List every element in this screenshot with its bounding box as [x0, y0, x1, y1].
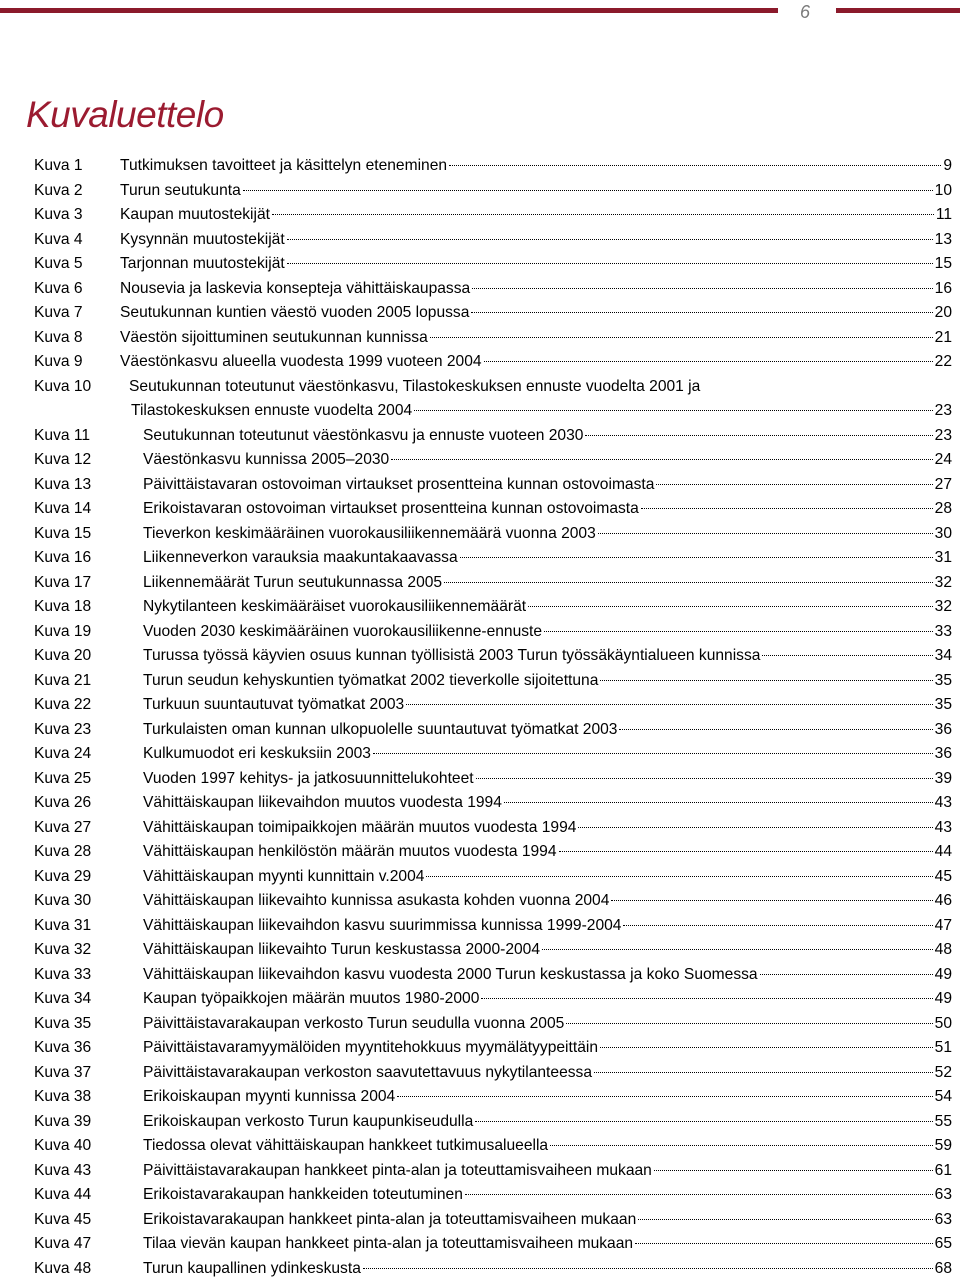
- figure-number: Kuva 28: [34, 840, 143, 865]
- figure-number: Kuva 5: [34, 252, 120, 277]
- figure-number: Kuva 23: [34, 718, 143, 743]
- dot-leader: [406, 704, 932, 705]
- dot-leader: [472, 288, 932, 289]
- figure-page-number: 23: [935, 399, 952, 424]
- figure-entry[interactable]: [34, 987, 952, 1012]
- figure-entry[interactable]: [34, 350, 952, 375]
- figure-entry[interactable]: [34, 1208, 952, 1233]
- figure-entry[interactable]: [34, 1061, 952, 1086]
- figure-number: Kuva 1: [34, 154, 120, 179]
- figure-entry[interactable]: [34, 914, 952, 939]
- figure-caption: Vähittäiskaupan liikevaihdon kasvu suurimmissa kunnissa 1999-2004: [143, 914, 621, 939]
- figure-caption: Väestön sijoittuminen seutukunnan kunnissa: [120, 326, 428, 351]
- figure-page-number: 9: [943, 154, 952, 179]
- figure-caption: Päivittäistavarakaupan hankkeet pinta-alan ja toteuttamisvaiheen mukaan: [143, 1159, 652, 1184]
- figure-number: Kuva 32: [34, 938, 143, 963]
- figure-number: Kuva 43: [34, 1159, 143, 1184]
- figure-number: Kuva 40: [34, 1134, 143, 1159]
- dot-leader: [635, 1243, 933, 1244]
- figure-number: Kuva 26: [34, 791, 143, 816]
- figure-caption: Turkulaisten oman kunnan ulkopuolelle suuntautuvat työmatkat 2003: [143, 718, 617, 743]
- figure-caption: Kysynnän muutostekijät: [120, 228, 285, 253]
- figure-page-number: 51: [935, 1036, 952, 1061]
- figure-page-number: 39: [935, 767, 952, 792]
- dot-leader: [272, 214, 934, 215]
- figure-page-number: 49: [935, 987, 952, 1012]
- figure-page-number: 16: [935, 277, 952, 302]
- figure-page-number: 36: [935, 718, 952, 743]
- figure-caption: Vähittäiskaupan liikevaihto kunnissa asukasta kohden vuonna 2004: [143, 889, 609, 914]
- figure-entry[interactable]: [34, 1134, 952, 1159]
- dot-leader: [363, 1268, 933, 1269]
- figure-caption: Nykytilanteen keskimääräiset vuorokausiliikennemäärät: [143, 595, 526, 620]
- figure-number: Kuva 4: [34, 228, 120, 253]
- figure-page-number: 63: [935, 1208, 952, 1233]
- figure-entry[interactable]: [34, 693, 952, 718]
- figure-number: Kuva 39: [34, 1110, 143, 1135]
- figure-caption: Tieverkon keskimääräinen vuorokausiliikennemäärä vuonna 2003: [143, 522, 596, 547]
- dot-leader: [475, 1121, 932, 1122]
- figure-entry[interactable]: [34, 644, 952, 669]
- figure-page-number: 23: [935, 424, 952, 449]
- figure-entry[interactable]: [34, 375, 952, 424]
- page-title: Kuvaluettelo: [26, 94, 224, 136]
- figure-caption: Vähittäiskaupan liikevaihdon muutos vuodesta 1994: [143, 791, 502, 816]
- dot-leader: [287, 239, 933, 240]
- figure-caption: Erikoistavaran ostovoiman virtaukset prosentteina kunnan ostovoimasta: [143, 497, 639, 522]
- figure-entry[interactable]: [34, 1159, 952, 1184]
- figure-number: Kuva 9: [34, 350, 120, 375]
- figure-page-number: 50: [935, 1012, 952, 1037]
- figure-entry[interactable]: [34, 742, 952, 767]
- dot-leader: [550, 1145, 933, 1146]
- figure-caption: Erikoistavarakaupan hankkeet pinta-alan ja toteuttamisvaiheen mukaan: [143, 1208, 636, 1233]
- figure-number: Kuva 13: [34, 473, 143, 498]
- dot-leader: [654, 1170, 933, 1171]
- figure-caption: Päivittäistavarakaupan verkoston saavutettavuus nykytilanteessa: [143, 1061, 592, 1086]
- figure-caption: Seutukunnan toteutunut väestönkasvu, Tilastokeskuksen ennuste vuodelta 2001 ja: [129, 375, 700, 400]
- figure-caption: Kulkumuodot eri keskuksiin 2003: [143, 742, 371, 767]
- figure-entry[interactable]: [34, 228, 952, 253]
- figure-entry[interactable]: [34, 424, 952, 449]
- figure-page-number: 65: [935, 1232, 952, 1257]
- dot-leader: [600, 1047, 933, 1048]
- dot-leader: [481, 998, 932, 999]
- figure-number: Kuva 15: [34, 522, 143, 547]
- figure-entry[interactable]: [34, 963, 952, 988]
- figure-page-number: 47: [935, 914, 952, 939]
- figure-entry[interactable]: [34, 203, 952, 228]
- figure-entry[interactable]: [34, 546, 952, 571]
- figure-number: Kuva 45: [34, 1208, 143, 1233]
- figure-entry[interactable]: [34, 1085, 952, 1110]
- figure-caption: Seutukunnan toteutunut väestönkasvu ja ennuste vuoteen 2030: [143, 424, 583, 449]
- dot-leader: [585, 435, 932, 436]
- figure-entry[interactable]: [34, 571, 952, 596]
- figure-entry[interactable]: [34, 767, 952, 792]
- dot-leader: [391, 459, 932, 460]
- dot-leader: [476, 778, 933, 779]
- figure-caption: Päivittäistavaramyymälöiden myyntitehokkuus myymälätyypeittäin: [143, 1036, 598, 1061]
- figure-caption: Väestönkasvu alueella vuodesta 1999 vuoteen 2004: [120, 350, 482, 375]
- dot-leader: [444, 582, 933, 583]
- dot-leader: [600, 680, 932, 681]
- figure-caption: Tiedossa olevat vähittäiskaupan hankkeet tutkimusalueella: [143, 1134, 548, 1159]
- figure-entry[interactable]: [34, 620, 952, 645]
- header-rule-right: [836, 8, 960, 13]
- figure-caption: Turun seutukunta: [120, 179, 241, 204]
- figure-entry[interactable]: [34, 938, 952, 963]
- dot-leader: [397, 1096, 932, 1097]
- figure-page-number: 61: [935, 1159, 952, 1184]
- figure-page-number: 11: [936, 203, 952, 228]
- figure-caption: Tutkimuksen tavoitteet ja käsittelyn eteneminen: [120, 154, 447, 179]
- figure-number: Kuva 30: [34, 889, 143, 914]
- figure-caption: Väestönkasvu kunnissa 2005–2030: [143, 448, 389, 473]
- figure-caption: Vähittäiskaupan henkilöstön määrän muutos vuodesta 1994: [143, 840, 557, 865]
- dot-leader: [471, 312, 932, 313]
- figure-page-number: 15: [935, 252, 952, 277]
- figure-number: Kuva 44: [34, 1183, 143, 1208]
- figure-entry[interactable]: [34, 1232, 952, 1257]
- figure-caption: Turun kaupallinen ydinkeskusta: [143, 1257, 361, 1281]
- dot-leader: [762, 655, 932, 656]
- figure-number: Kuva 47: [34, 1232, 143, 1257]
- figure-number: Kuva 7: [34, 301, 120, 326]
- figure-entry[interactable]: [34, 326, 952, 351]
- dot-leader: [594, 1072, 933, 1073]
- figure-page-number: 59: [935, 1134, 952, 1159]
- figure-number: Kuva 33: [34, 963, 143, 988]
- figure-entry[interactable]: [34, 154, 952, 179]
- dot-leader: [544, 631, 933, 632]
- figure-page-number: 52: [935, 1061, 952, 1086]
- figure-entry[interactable]: [34, 277, 952, 302]
- figure-number: Kuva 22: [34, 693, 143, 718]
- figure-entry[interactable]: [34, 865, 952, 890]
- dot-leader: [619, 729, 932, 730]
- figure-entry[interactable]: [34, 1036, 952, 1061]
- figure-caption: Päivittäistavaran ostovoiman virtaukset prosentteina kunnan ostovoimasta: [143, 473, 654, 498]
- figure-number: Kuva 21: [34, 669, 143, 694]
- figure-number: Kuva 17: [34, 571, 143, 596]
- figure-number: Kuva 34: [34, 987, 143, 1012]
- figure-number: Kuva 36: [34, 1036, 143, 1061]
- figure-number: Kuva 2: [34, 179, 120, 204]
- dot-leader: [287, 263, 933, 264]
- figure-entry[interactable]: [34, 522, 952, 547]
- figure-caption: Turun seudun kehyskuntien työmatkat 2002 tieverkolle sijoitettuna: [143, 669, 598, 694]
- figure-page-number: 48: [935, 938, 952, 963]
- figure-page-number: 32: [935, 571, 952, 596]
- figure-page-number: 55: [935, 1110, 952, 1135]
- figure-caption: Liikennemäärät Turun seutukunnassa 2005: [143, 571, 442, 596]
- figure-caption: Tilaa vievän kaupan hankkeet pinta-alan ja toteuttamisvaiheen mukaan: [143, 1232, 633, 1257]
- figure-caption: Erikoiskaupan verkosto Turun kaupunkiseudulla: [143, 1110, 473, 1135]
- figure-entry[interactable]: [34, 473, 952, 498]
- figure-number: Kuva 31: [34, 914, 143, 939]
- figure-entry[interactable]: [34, 252, 952, 277]
- figure-number: Kuva 35: [34, 1012, 143, 1037]
- figure-page-number: 43: [935, 816, 952, 841]
- figure-entry[interactable]: [34, 669, 952, 694]
- figure-caption: Erikoistavarakaupan hankkeiden toteutuminen: [143, 1183, 463, 1208]
- figure-page-number: 13: [935, 228, 952, 253]
- figure-page-number: 22: [935, 350, 952, 375]
- dot-leader: [373, 753, 933, 754]
- figure-page-number: 34: [935, 644, 952, 669]
- dot-leader: [484, 361, 933, 362]
- figure-entry[interactable]: [34, 1012, 952, 1037]
- figure-entry[interactable]: [34, 179, 952, 204]
- dot-leader: [243, 190, 933, 191]
- figure-number: Kuva 8: [34, 326, 120, 351]
- figure-entry[interactable]: [34, 816, 952, 841]
- figure-entry[interactable]: [34, 497, 952, 522]
- figure-number: Kuva 12: [34, 448, 143, 473]
- figure-entry[interactable]: [34, 718, 952, 743]
- figure-entry[interactable]: [34, 1257, 952, 1281]
- figure-caption: Vähittäiskaupan liikevaihdon kasvu vuodesta 2000 Turun keskustassa ja koko Suomessa: [143, 963, 758, 988]
- figure-page-number: 31: [935, 546, 952, 571]
- figure-number: Kuva 25: [34, 767, 143, 792]
- figure-entry[interactable]: [34, 889, 952, 914]
- figure-number: Kuva 11: [34, 424, 143, 449]
- dot-leader: [566, 1023, 932, 1024]
- figure-page-number: 10: [935, 179, 952, 204]
- figure-page-number: 68: [935, 1257, 952, 1281]
- header-rule-left: [0, 8, 778, 13]
- dot-leader: [449, 165, 941, 166]
- figure-number: Kuva 29: [34, 865, 143, 890]
- figure-page-number: 27: [935, 473, 952, 498]
- figure-number: Kuva 19: [34, 620, 143, 645]
- figure-number: Kuva 27: [34, 816, 143, 841]
- figure-page-number: 33: [935, 620, 952, 645]
- figure-page-number: 49: [935, 963, 952, 988]
- dot-leader: [638, 1219, 932, 1220]
- figure-number: Kuva 20: [34, 644, 143, 669]
- figure-number: Kuva 37: [34, 1061, 143, 1086]
- figure-entry[interactable]: [34, 448, 952, 473]
- figure-caption: Nousevia ja laskevia konsepteja vähittäiskaupassa: [120, 277, 470, 302]
- figure-page-number: 30: [935, 522, 952, 547]
- figure-number: Kuva 3: [34, 203, 120, 228]
- figure-page-number: 32: [935, 595, 952, 620]
- figure-caption: Vuoden 1997 kehitys- ja jatkosuunnittelukohteet: [143, 767, 474, 792]
- dot-leader: [528, 606, 933, 607]
- dot-leader: [559, 851, 933, 852]
- figure-page-number: 35: [935, 693, 952, 718]
- figure-page-number: 54: [935, 1085, 952, 1110]
- figure-page-number: 35: [935, 669, 952, 694]
- figure-entry[interactable]: [34, 595, 952, 620]
- figure-page-number: 44: [935, 840, 952, 865]
- dot-leader: [426, 876, 932, 877]
- dot-leader: [641, 508, 933, 509]
- figure-page-number: 43: [935, 791, 952, 816]
- figure-number: Kuva 14: [34, 497, 143, 522]
- figure-page-number: 63: [935, 1183, 952, 1208]
- figure-caption: Vähittäiskaupan toimipaikkojen määrän muutos vuodesta 1994: [143, 816, 576, 841]
- dot-leader: [598, 533, 933, 534]
- dot-leader: [414, 410, 932, 411]
- dot-leader: [578, 827, 932, 828]
- figure-number: Kuva 24: [34, 742, 143, 767]
- dot-leader: [504, 802, 933, 803]
- dot-leader: [623, 925, 932, 926]
- figure-entry[interactable]: [34, 1183, 952, 1208]
- figure-caption: Tarjonnan muutostekijät: [120, 252, 285, 277]
- figure-caption: Vähittäiskaupan myynti kunnittain v.2004: [143, 865, 424, 890]
- dot-leader: [430, 337, 933, 338]
- figure-caption: Päivittäistavarakaupan verkosto Turun seudulla vuonna 2005: [143, 1012, 564, 1037]
- figure-caption: Kaupan työpaikkojen määrän muutos 1980-2000: [143, 987, 479, 1012]
- dot-leader: [542, 949, 933, 950]
- figure-list: [34, 154, 952, 1281]
- figure-page-number: 24: [935, 448, 952, 473]
- dot-leader: [656, 484, 932, 485]
- figure-caption: Tilastokeskuksen ennuste vuodelta 2004: [131, 399, 412, 424]
- figure-entry[interactable]: [34, 791, 952, 816]
- figure-number: Kuva 10: [34, 375, 129, 400]
- figure-caption: Vähittäiskaupan liikevaihto Turun keskustassa 2000-2004: [143, 938, 540, 963]
- figure-number: Kuva 6: [34, 277, 120, 302]
- dot-leader: [465, 1194, 933, 1195]
- figure-page-number: 46: [935, 889, 952, 914]
- dot-leader: [760, 974, 933, 975]
- figure-page-number: 45: [935, 865, 952, 890]
- dot-leader: [460, 557, 933, 558]
- figure-number: Kuva 38: [34, 1085, 143, 1110]
- dot-leader: [611, 900, 932, 901]
- figure-caption: Erikoiskaupan myynti kunnissa 2004: [143, 1085, 395, 1110]
- figure-caption: Turkuun suuntautuvat työmatkat 2003: [143, 693, 404, 718]
- figure-number: Kuva 18: [34, 595, 143, 620]
- figure-page-number: 28: [935, 497, 952, 522]
- page-number: 6: [790, 2, 820, 23]
- figure-number: Kuva 48: [34, 1257, 143, 1281]
- figure-caption: Turussa työssä käyvien osuus kunnan työllisistä 2003 Turun työssäkäyntialueen kunnissa: [143, 644, 760, 669]
- figure-page-number: 36: [935, 742, 952, 767]
- figure-entry[interactable]: [34, 301, 952, 326]
- figure-caption: Vuoden 2030 keskimääräinen vuorokausiliikenne-ennuste: [143, 620, 542, 645]
- figure-caption: Kaupan muutostekijät: [120, 203, 270, 228]
- figure-number: Kuva 16: [34, 546, 143, 571]
- figure-caption: Liikenneverkon varauksia maakuntakaavassa: [143, 546, 458, 571]
- figure-page-number: 21: [935, 326, 952, 351]
- figure-caption: Seutukunnan kuntien väestö vuoden 2005 lopussa: [120, 301, 469, 326]
- figure-entry[interactable]: [34, 840, 952, 865]
- figure-entry[interactable]: [34, 1110, 952, 1135]
- figure-page-number: 20: [935, 301, 952, 326]
